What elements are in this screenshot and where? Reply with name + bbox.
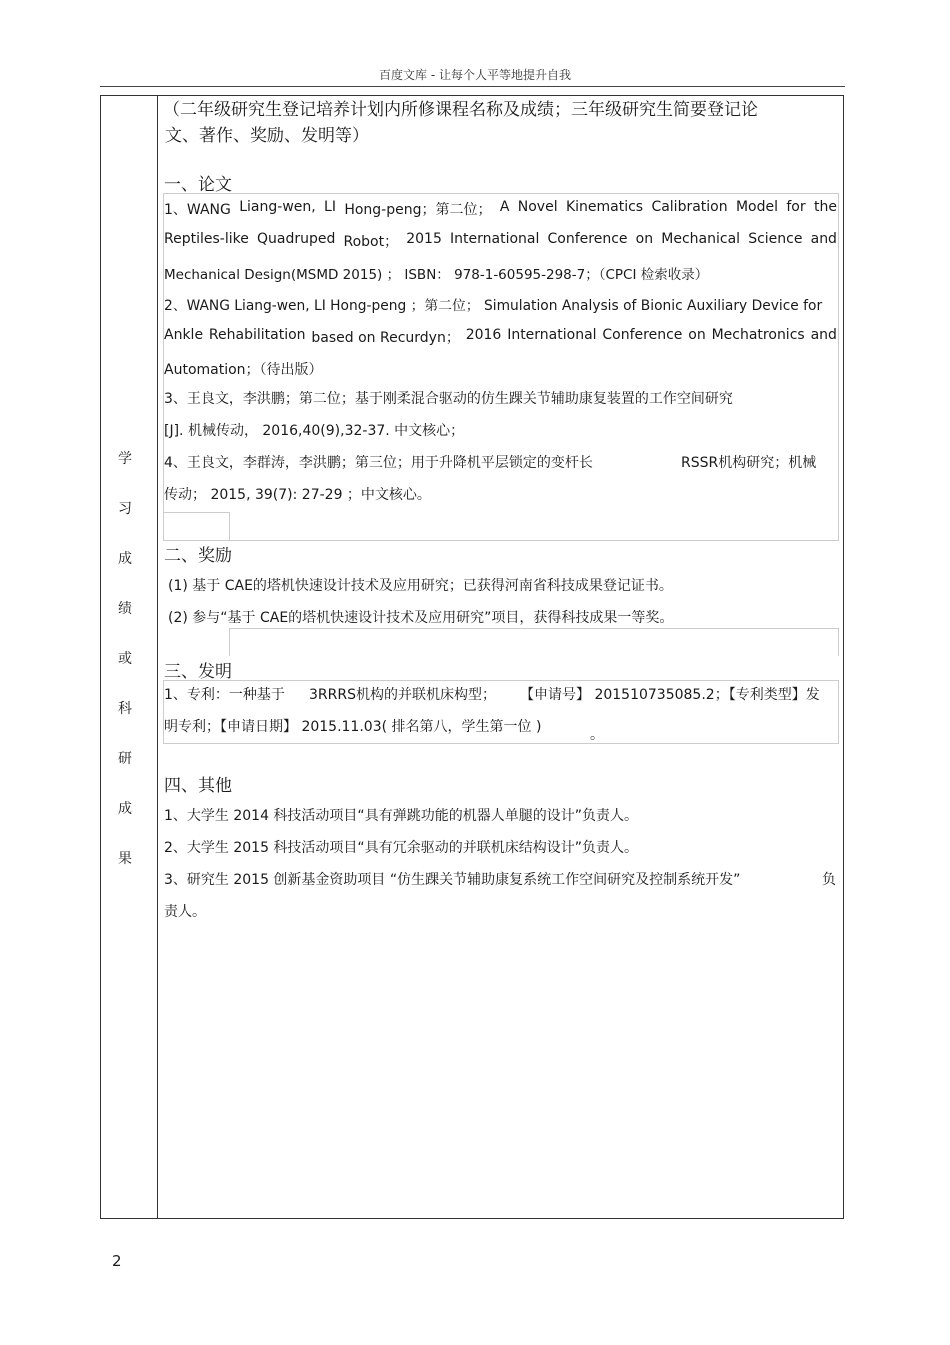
side-label-char: 绩 [118, 601, 132, 617]
other-3-line-1: 3、研究生 2015 创新基金资助项目 “仿生踝关节辅助康复系统工作空间研究及控制系统开发” [164, 872, 741, 888]
paper-4-line-1-cont: RSSR机构研究；机械 [681, 455, 817, 471]
other-3-line-1-end: 负 [822, 872, 836, 888]
awards-heading: 二、奖励 [164, 546, 232, 566]
paper-4-line-1: 4、王良文，李群涛，李洪鹏；第三位；用于升降机平层锁定的变杆长 [164, 455, 593, 471]
paper-2-line-1: 2、WANG Liang-wen, LI Hong-peng ；第二位； Simulation Analysis of Bionic Auxiliary Device for [164, 298, 823, 314]
other-1: 1、大学生 2014 科技活动项目“具有弹跳功能的机器人单腿的设计”负责人。 [164, 808, 638, 824]
papers-heading: 一、论文 [164, 175, 232, 195]
award-2: (2) 参与“基于 CAE的塔机快速设计技术及应用研究”项目，获得科技成果一等奖。 [168, 610, 674, 626]
intro-line: 文、著作、奖励、发明等） [165, 126, 369, 146]
intro-line: （二年级研究生登记培养计划内所修课程名称及成绩；三年级研究生简要登记论 [163, 100, 758, 120]
awards-box [229, 628, 839, 656]
side-label-char: 果 [118, 851, 132, 867]
paper-2-line-2: Ankle Rehabilitation based on Recurdyn； 2016 International Conference on Mechatronics and [164, 327, 837, 346]
side-label-char: 科 [118, 701, 132, 717]
side-label-char: 研 [118, 751, 132, 767]
invention-1-line-1-tail: 【申请号】 201510735085.2；【专利类型】发 [520, 687, 820, 703]
page-number: 2 [112, 1252, 122, 1270]
paper-4-line-2: 传动； 2015, 39(7): 27-29 ；中文核心。 [164, 487, 431, 503]
paper-2-line-3: Automation；（待出版） [164, 362, 323, 378]
header-rule [100, 86, 845, 87]
side-label-char: 成 [118, 551, 132, 567]
side-label-char: 或 [118, 651, 132, 667]
invention-1-line-2: 明专利；【申请日期】 2015.11.03( 排名第八，学生第一位 ) [164, 719, 542, 735]
paper-3-line-2: [J]. 机械传动， 2016,40(9),32-37. 中文核心； [164, 423, 465, 439]
award-1: (1) 基于 CAE的塔机快速设计技术及应用研究；已获得河南省科技成果登记证书。 [168, 578, 673, 594]
paper-1-line-1: 1、WANG Liang-wen, LI Hong-peng；第二位； A Novel Kinematics Calibration Model for the [164, 199, 837, 218]
invention-1-line-1: 1、专利：一种基于 [164, 687, 285, 703]
paper-3-line-1: 3、王良文，李洪鹏；第二位；基于刚柔混合驱动的仿生踝关节辅助康复装置的工作空间研究 [164, 391, 733, 407]
column-divider [157, 95, 158, 1219]
others-heading: 四、其他 [164, 776, 232, 796]
page-header: 百度文库 - 让每个人平等地提升自我 [379, 68, 571, 82]
other-3-line-2: 责人。 [164, 904, 206, 920]
paper-1-line-3: Mechanical Design(MSMD 2015) ； ISBN： 978-1-60595-298-7；（CPCI 检索收录） [164, 267, 709, 283]
side-label-char: 成 [118, 801, 132, 817]
side-label-char: 习 [118, 501, 132, 517]
papers-box-notch [163, 512, 230, 541]
paper-1-line-2: Reptiles-like Quadruped Robot； 2015 International Conference on Mechanical Science and [164, 231, 837, 250]
side-label-char: 学 [118, 451, 132, 467]
invention-1-line-2-end: 。 [590, 727, 604, 743]
other-2: 2、大学生 2015 科技活动项目“具有冗余驱动的并联机床结构设计”负责人。 [164, 840, 638, 856]
inventions-heading: 三、发明 [164, 662, 232, 682]
invention-1-line-1-cont: 3RRRS机构的并联机床构型； [309, 687, 496, 703]
